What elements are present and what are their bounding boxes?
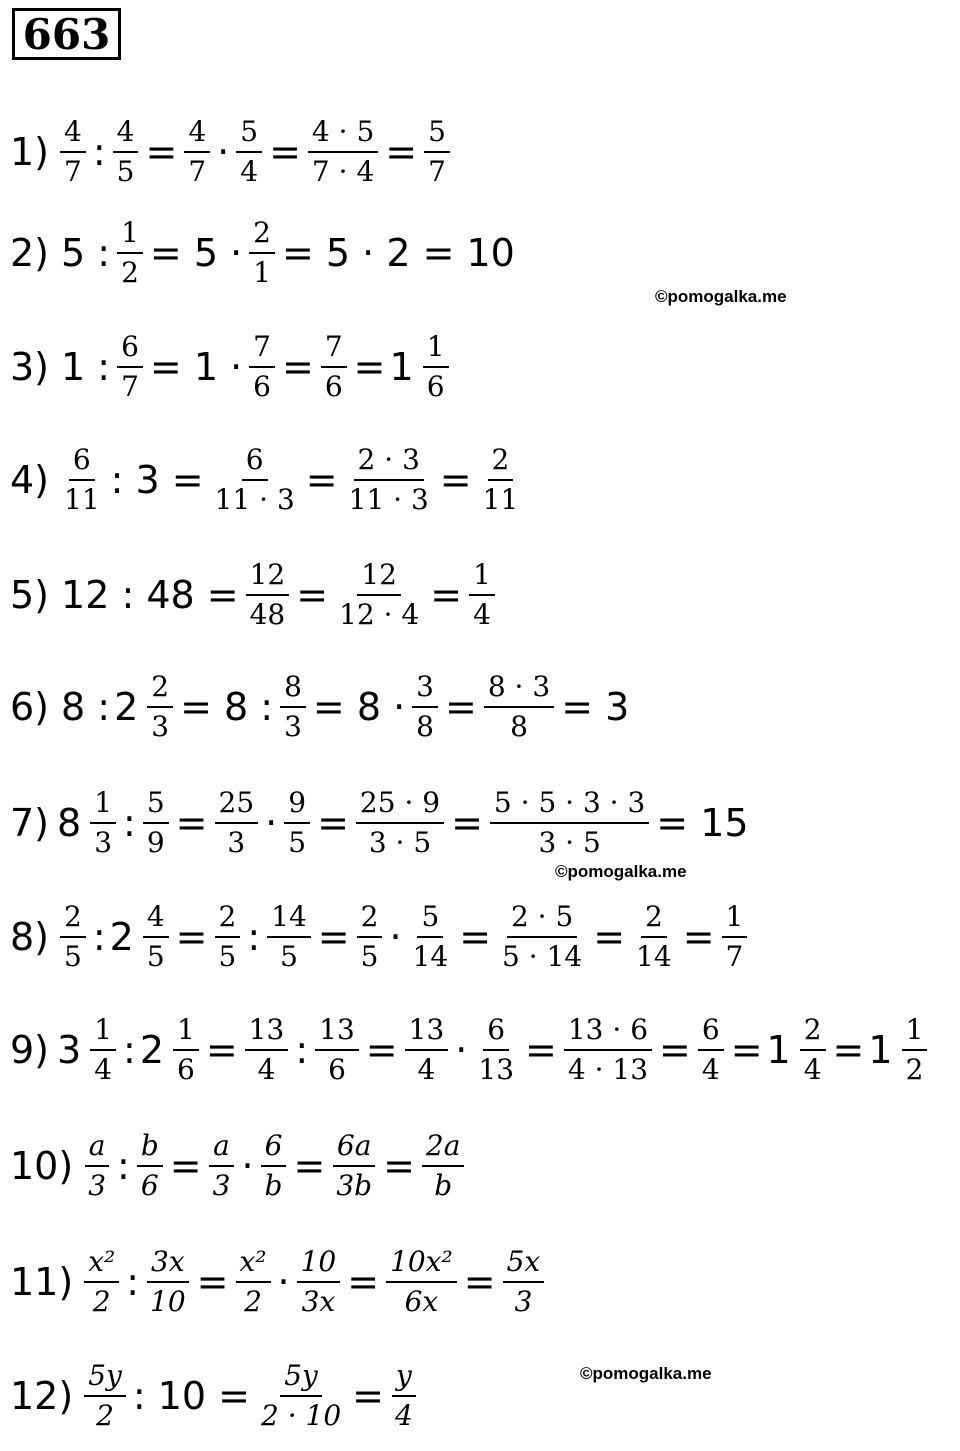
mixed-number [140,1011,202,1089]
mixed-number [767,1011,829,1089]
expression-text: = [305,458,338,502]
denominator: 2 [244,1285,262,1318]
numerator: 13 [405,1011,449,1051]
fraction [211,441,299,519]
numerator: 5y [280,1357,322,1397]
expression-text: = [317,801,349,845]
fraction [479,441,523,519]
fraction [117,214,143,292]
item-label: 3) [10,345,50,389]
expression-text: = [282,345,314,389]
expression-text: : [295,1028,309,1072]
fraction [405,1011,449,1089]
numerator: y [392,1357,416,1397]
numerator: 3x [147,1243,189,1283]
expression-text: = [383,1144,415,1188]
numerator: 1 [90,784,116,824]
equation-line [10,425,525,535]
denominator: 48 [249,598,286,631]
numerator: 1 [173,1011,199,1051]
expression-text: : [247,915,261,959]
expression-text: : [117,1144,130,1188]
denominator: 12 · 4 [339,598,420,631]
fraction [249,328,275,406]
fraction [632,898,676,976]
expression-text: 12 : 48 = [61,573,239,617]
expression-text: : [123,801,136,845]
fraction [332,1127,376,1205]
numerator: 12 [357,556,401,596]
whole-part: 8 [57,801,82,845]
expression-text: : [92,130,106,174]
denominator: 5 [360,940,379,973]
item-label: 7) [10,801,50,845]
fraction [423,328,449,406]
numerator: 1 [90,1011,116,1051]
expression-text: = [269,130,301,174]
numerator: 1 [117,214,143,254]
expression-text: · [241,1144,254,1188]
numerator: 9 [284,784,310,824]
fraction [503,1243,545,1321]
whole-part: 2 [139,1028,165,1072]
denominator: 6 [328,1053,346,1086]
fraction [345,441,433,519]
fraction [84,1127,110,1205]
mixed-number [57,784,119,862]
denominator: 11 · 3 [214,483,295,516]
item-label: 9) [10,1028,50,1072]
expression-text: = 1 · [149,345,243,389]
expression-text: 8 : [61,685,111,729]
expression-text: = [463,1260,496,1304]
equation-line [10,652,633,762]
expression-text: : [126,1260,140,1304]
denominator: 11 [482,483,519,516]
expression-text: : 10 = [132,1374,250,1418]
denominator: 2 [96,1399,114,1432]
fraction [60,441,104,519]
numerator: 6 [117,328,143,368]
expression-text: · [455,1028,468,1072]
denominator: 6 [253,370,271,403]
whole-part: 2 [109,915,134,959]
denominator: 4 [240,155,259,188]
fraction [335,556,423,634]
fraction [117,328,143,406]
fraction [386,1243,457,1321]
denominator: 3 [88,1169,107,1202]
item-label: 12) [10,1374,74,1418]
fraction [409,898,453,976]
denominator: 4 [473,598,491,631]
fraction [356,784,444,862]
numerator: 1 [423,328,449,368]
denominator: 13 [478,1053,515,1086]
fraction [284,784,310,862]
fraction [236,1243,271,1321]
numerator: 2 [357,898,383,938]
numerator: x² [84,1243,119,1283]
expression-text: · [265,801,278,845]
numerator: 8 · 3 [484,668,554,708]
denominator: 7 [725,940,744,973]
numerator: 4 [60,113,86,153]
item-label: 8) [10,915,50,959]
expression-text: = 8 : [180,685,274,729]
equation-line [10,540,498,650]
expression-text: = [459,915,492,959]
numerator: 2 [60,898,86,938]
numerator: 2 · 3 [354,441,424,481]
denominator: 7 · 4 [311,155,375,188]
expression-text: = [659,1028,691,1072]
denominator: 5 [218,940,237,973]
problem-number: 663 [12,8,121,60]
mixed-number [390,328,452,406]
expression-text: = [205,1028,238,1072]
denominator: 8 [510,710,528,743]
fraction [60,113,86,191]
numerator: 10x² [386,1243,457,1283]
numerator: a [85,1127,110,1167]
expression-text: = 15 [656,801,749,845]
item-label: 6) [10,685,50,729]
numerator: 5x [503,1243,545,1283]
denominator: 5 [288,826,307,859]
fraction [261,1127,287,1205]
fraction [90,1011,116,1089]
denominator: 6 [140,1169,159,1202]
numerator: 4 · 5 [308,113,378,153]
numerator: 25 · 9 [356,784,444,824]
numerator: 6 [698,1011,724,1051]
expression-text: = 3 [561,685,630,729]
fraction [257,1357,345,1435]
numerator: 12 [246,556,290,596]
fraction [137,1127,163,1205]
fraction [315,1011,359,1089]
denominator: 3 [514,1285,533,1318]
watermark: ©pomogalka.me [555,862,687,881]
mixed-number [57,1011,119,1089]
expression-text: = [175,915,208,959]
numerator: 2 · 5 [507,898,577,938]
mixed-number [114,668,176,746]
mixed-number [868,1011,930,1089]
expression-text: = [317,915,350,959]
expression-text: = [353,345,386,389]
mixed-number [110,898,172,976]
fraction [484,668,554,746]
numerator: 1 [722,898,748,938]
numerator: 13 [245,1011,289,1051]
item-label: 2) [10,231,50,275]
expression-text: = [430,573,463,617]
watermark: ©pomogalka.me [655,287,787,306]
fraction [564,1011,652,1089]
denominator: 5 · 14 [502,940,583,973]
whole-part: 1 [389,345,414,389]
equation-line [10,1341,420,1451]
whole-part: 1 [766,1028,791,1072]
expression-text: = [293,1144,326,1188]
fraction [422,1127,465,1205]
fraction [245,1011,289,1089]
equation-line [10,1227,547,1337]
fraction [469,556,495,634]
denominator: 6 [324,370,343,403]
fraction [143,784,169,862]
numerator: 4 [113,113,139,153]
equation-line [10,97,453,207]
denominator: 7 [64,155,82,188]
expression-text: · [217,130,230,174]
numerator: 5 [424,113,450,153]
denominator: 11 [64,483,100,516]
expression-text: = [832,1028,865,1072]
denominator: 4 [257,1053,276,1086]
denominator: 3b [336,1169,373,1202]
fraction [236,113,262,191]
denominator: 6x [404,1285,439,1318]
fraction [84,1357,126,1435]
fraction [698,1011,724,1089]
expression-text: = 5 · [149,231,243,275]
whole-part: 2 [114,685,139,729]
denominator: 3 [151,710,170,743]
denominator: 4 [94,1053,113,1086]
numerator: 6 [483,1011,509,1051]
denominator: 4 · 13 [567,1053,649,1086]
numerator: 5 · 5 · 3 · 3 [490,784,649,824]
equation-line [10,312,452,422]
expression-text: = [145,130,178,174]
expression-text: · [389,915,402,959]
expression-text: = [296,573,329,617]
denominator: 7 [188,155,207,188]
fraction [800,1011,826,1089]
numerator: 1 [469,556,495,596]
expression-text: = [682,915,715,959]
denominator: 6 [426,370,445,403]
numerator: 6a [333,1127,376,1167]
denominator: 3 · 5 [538,826,601,859]
denominator: 4 [701,1053,720,1086]
whole-part: 3 [57,1028,82,1072]
numerator: 7 [321,328,347,368]
fraction [249,214,275,292]
fraction [143,898,169,976]
denominator: 3 [94,826,113,859]
numerator: 7 [249,328,275,368]
denominator: 2 [121,256,139,289]
denominator: 14 [412,940,449,973]
numerator: 13 · 6 [564,1011,652,1051]
item-label: 10) [10,1144,74,1188]
denominator: 7 [428,155,446,188]
item-label: 5) [10,573,50,617]
fraction [147,668,173,746]
fraction [215,784,259,862]
numerator: 5 [143,784,169,824]
denominator: 3x [301,1285,336,1318]
numerator: 2 [215,898,241,938]
fraction [308,113,378,191]
numerator: 4 [143,898,169,938]
fraction [113,113,139,191]
denominator: 3 [227,826,246,859]
numerator: 6 [69,441,95,481]
expression-text: = 8 · [312,685,406,729]
expression-text: : [123,1028,136,1072]
expression-text: 1 : [61,345,111,389]
denominator: 2 · 10 [260,1399,342,1432]
whole-part: 1 [868,1028,893,1072]
numerator: a [209,1127,234,1167]
fraction [412,668,438,746]
numerator: 5 [236,113,262,153]
fraction [184,113,210,191]
expression-text: = [525,1028,557,1072]
numerator: 6 [242,441,268,481]
fraction [60,898,86,976]
numerator: 3 [412,668,438,708]
expression-text: = 5 · 2 = 10 [282,231,515,275]
fraction [84,1243,119,1321]
numerator: 13 [315,1011,359,1051]
fraction [391,1357,417,1435]
denominator: 3 [284,710,302,743]
fraction [474,1011,518,1089]
numerator: 2 [249,214,275,254]
expression-text: : 3 = [110,458,204,502]
fraction [498,898,586,976]
numerator: b [137,1127,163,1167]
expression-text: = [169,1144,202,1188]
numerator: 1 [902,1011,928,1051]
expression-text: = [385,130,418,174]
expression-text: = [445,685,477,729]
numerator: x² [236,1243,271,1283]
expression-text: = [352,1374,384,1418]
numerator: 2 [800,1011,826,1051]
denominator: 11 · 3 [348,483,429,516]
item-label: 11) [10,1260,74,1304]
denominator: 9 [146,826,165,859]
fraction [321,328,347,406]
numerator: 10 [297,1243,341,1283]
expression-text: : [92,915,106,959]
watermark: ©pomogalka.me [580,1364,712,1383]
expression-text: = [365,1028,398,1072]
denominator: 10 [150,1285,186,1318]
denominator: 2 [92,1285,111,1318]
equation-line [10,995,930,1105]
fraction [424,113,450,191]
numerator: 6 [261,1127,287,1167]
numerator: 2a [422,1127,465,1167]
fraction [297,1243,341,1321]
expression-text: · [277,1260,290,1304]
denominator: 4 [417,1053,436,1086]
denominator: 8 [416,710,434,743]
expression-text: = [196,1260,229,1304]
fraction [146,1243,190,1321]
denominator: 3 · 5 [368,826,432,859]
expression-text: = [439,458,472,502]
denominator: 3 [212,1169,231,1202]
numerator: 2 [641,898,667,938]
expression-text: = [451,801,483,845]
fraction [490,784,649,862]
numerator: 5 [417,898,443,938]
fraction [246,556,290,634]
denominator: 4 [394,1399,413,1432]
fraction [90,784,116,862]
equation-line [10,1111,467,1221]
denominator: 5 [280,940,298,973]
expression-text: = [593,915,626,959]
fraction [902,1011,928,1089]
fraction [357,898,383,976]
denominator: 1 [253,256,271,289]
denominator: 2 [905,1053,924,1086]
denominator: 4 [803,1053,822,1086]
expression-text: = [175,801,208,845]
denominator: 7 [121,370,139,403]
equation-line [10,198,519,308]
denominator: 5 [64,940,82,973]
denominator: 14 [636,940,672,973]
fraction [209,1127,235,1205]
expression-text: = [730,1028,763,1072]
numerator: 14 [267,898,311,938]
item-label: 1) [10,130,50,174]
numerator: 25 [215,784,259,824]
numerator: 4 [184,113,210,153]
item-label: 4) [10,458,50,502]
expression-text: = [347,1260,380,1304]
denominator: b [434,1169,453,1202]
numerator: 8 [280,668,306,708]
fraction [215,898,241,976]
fraction [173,1011,199,1089]
numerator: 5y [84,1357,126,1397]
expression-text: 5 : [61,231,111,275]
denominator: 6 [177,1053,195,1086]
fraction [267,898,311,976]
numerator: 2 [488,441,514,481]
denominator: 5 [146,940,165,973]
numerator: 2 [147,668,173,708]
fraction [722,898,748,976]
fraction [280,668,306,746]
equation-line [10,882,750,992]
denominator: b [264,1169,283,1202]
denominator: 5 [116,155,135,188]
